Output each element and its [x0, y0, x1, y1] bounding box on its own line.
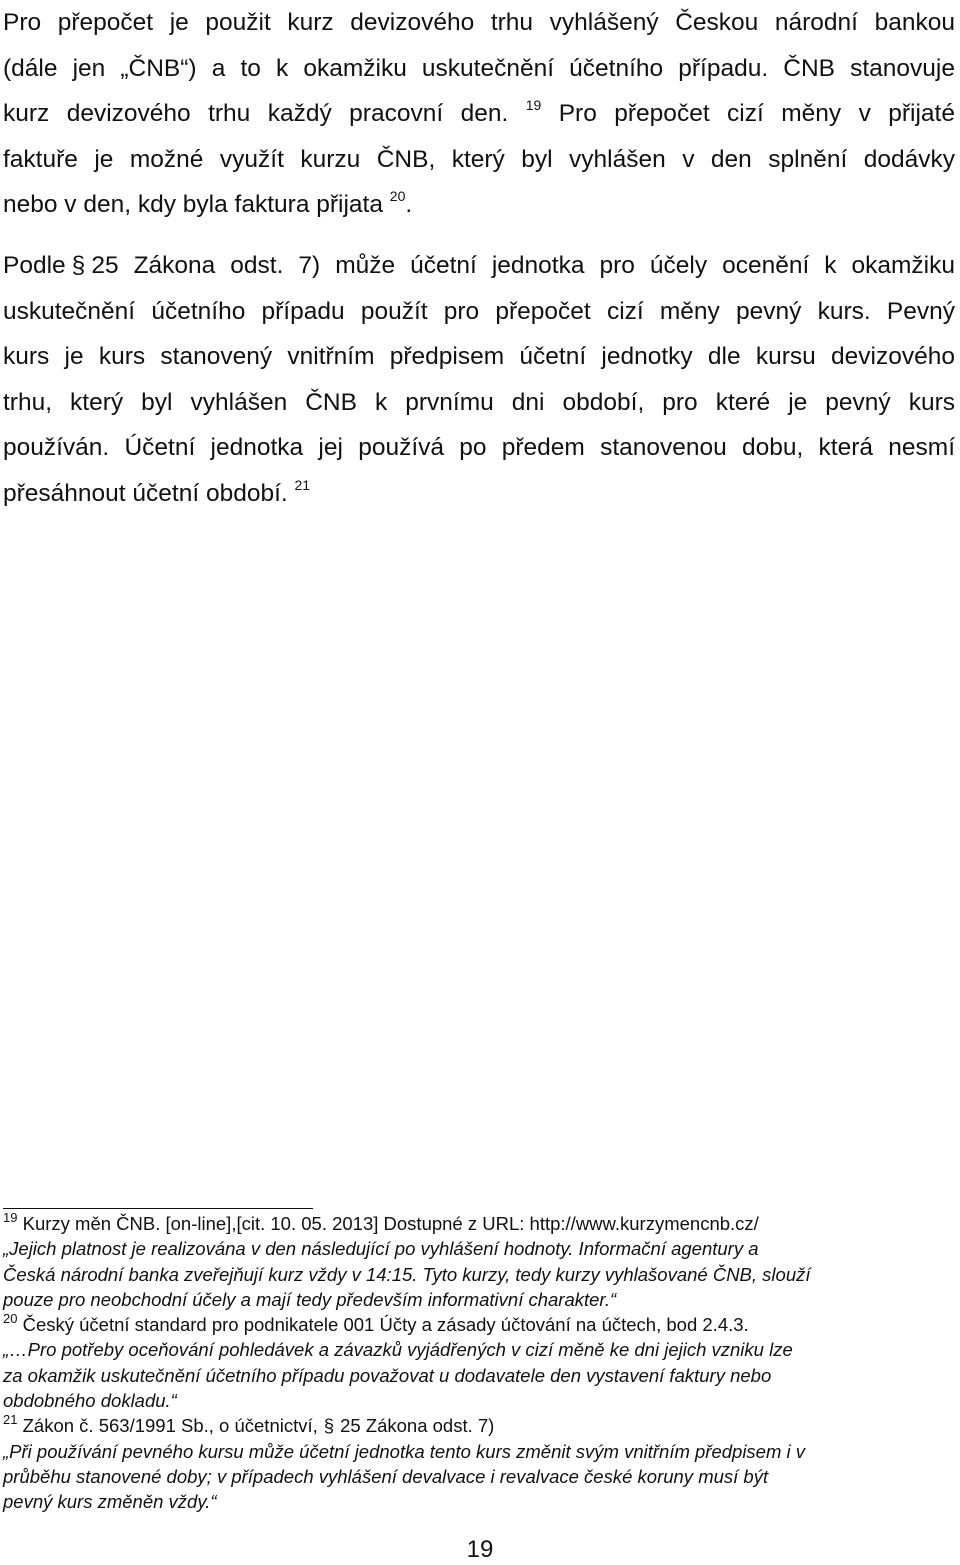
text-line: faktuře je možné využít kurzu ČNB, který byl vyhlášen v den splnění dodávky — [3, 145, 955, 173]
page-number: 19 — [466, 1536, 494, 1563]
footnote-21 — [3, 1413, 955, 1514]
footnote-line: $^{19}$ Kurzy měn ČNB. [on-line],[cit. 10. 05. 2013] Dostupné z URL: http://www.kurzymencnb.cz/ — [3, 1210, 759, 1234]
footnote-ref-21[interactable]: 21 — [294, 476, 311, 493]
section-sign: § — [323, 1415, 335, 1437]
text-line: kurz devizového trhu každý pracovní den. $^{19}$ Pro přepočet cizí měny v přijaté — [3, 97, 955, 127]
footnote-line: „Jejich platnost je realizována v den následující po vyhlášení hodnoty. Informační agentury a — [3, 1238, 759, 1260]
text-line: trhu, který byl vyhlášen ČNB k prvnímu dni období, pro které je pevný kurs — [3, 388, 955, 416]
text-line: Pro přepočet je použit kurz devizového trhu vyhlášený Českou národní bankou — [3, 9, 955, 36]
footnote-line: obdobného dokladu.“ — [3, 1390, 177, 1412]
footnote-number: 21 — [3, 1412, 18, 1428]
footnote-line: Česká národní banka zveřejňují kurz vždy v 14:15. Tyto kurzy, tedy kurzy vyhlašované ČNB, slouží — [3, 1263, 811, 1285]
text-line: používán. Účetní jednotka jej používá po předem stanovenou dobu, která nesmí — [3, 434, 955, 461]
footnote-19 — [3, 1211, 955, 1312]
paragraph-exchange-rate — [3, 0, 955, 228]
text-line: Podle § 25 Zákona odst. 7) může účetní jednotka pro účely ocenění k okamžiku — [3, 252, 955, 279]
text-line: (dále jen „ČNB“) a to k okamžiku uskutečnění účetního případu. ČNB stanovuje — [3, 54, 955, 82]
footnotes — [3, 1211, 955, 1515]
section-sign: § — [71, 252, 86, 279]
footnote-line: „Při používání pevného kursu může účetní jednotka tento kurs změnit svým vnitřním předpisem i v — [3, 1440, 806, 1462]
footnote-line: „…Pro potřeby oceňování pohledávek a závazků vyjádřených v cizí měně ke dni jejich vzniku lze — [3, 1339, 793, 1361]
footnote-separator — [3, 1208, 313, 1209]
footnote-ref-19[interactable]: 19 — [525, 97, 542, 113]
text-line: nebo v den, kdy byla faktura přijata $^{20}$. — [3, 188, 413, 218]
footnote-line: průběhu stanovené doby; v případech vyhlášení devalvace i revalvace české koruny musí být — [3, 1465, 769, 1487]
footnote-line: $^{21}$ Zákon č. 563/1991 Sb., o účetnictví, § 25 Zákona odst. 7) — [3, 1412, 495, 1437]
paragraph-fixed-rate — [3, 243, 955, 516]
text-line: kurs je kurs stanovený vnitřním předpisem účetní jednotky dle kursu devizového — [3, 343, 955, 370]
text-line: uskutečnění účetního případu použít pro přepočet cizí měny pevný kurs. Pevný — [3, 297, 955, 325]
footnote-20 — [3, 1312, 955, 1413]
footnote-number: 19 — [3, 1210, 18, 1225]
footnote-line: pevný kurs změněn vždy.“ — [3, 1491, 217, 1513]
footnote-line: za okamžik uskutečnění účetního případu považovat u dodavatele den vystavení faktury nebo — [3, 1364, 772, 1386]
text-line: přesáhnout účetní období. $^{21}$ — [3, 476, 311, 507]
footnote-line: pouze pro neobchodní účely a mají tedy především informativní charakter.“ — [3, 1288, 617, 1310]
footnote-line: $^{20}$ Český účetní standard pro podnikatele 001 Účty a zásady účtování na účtech, bod 2.4.3. — [3, 1311, 749, 1336]
footnote-number: 20 — [3, 1311, 18, 1327]
footnote-ref-20[interactable]: 20 — [389, 188, 406, 204]
